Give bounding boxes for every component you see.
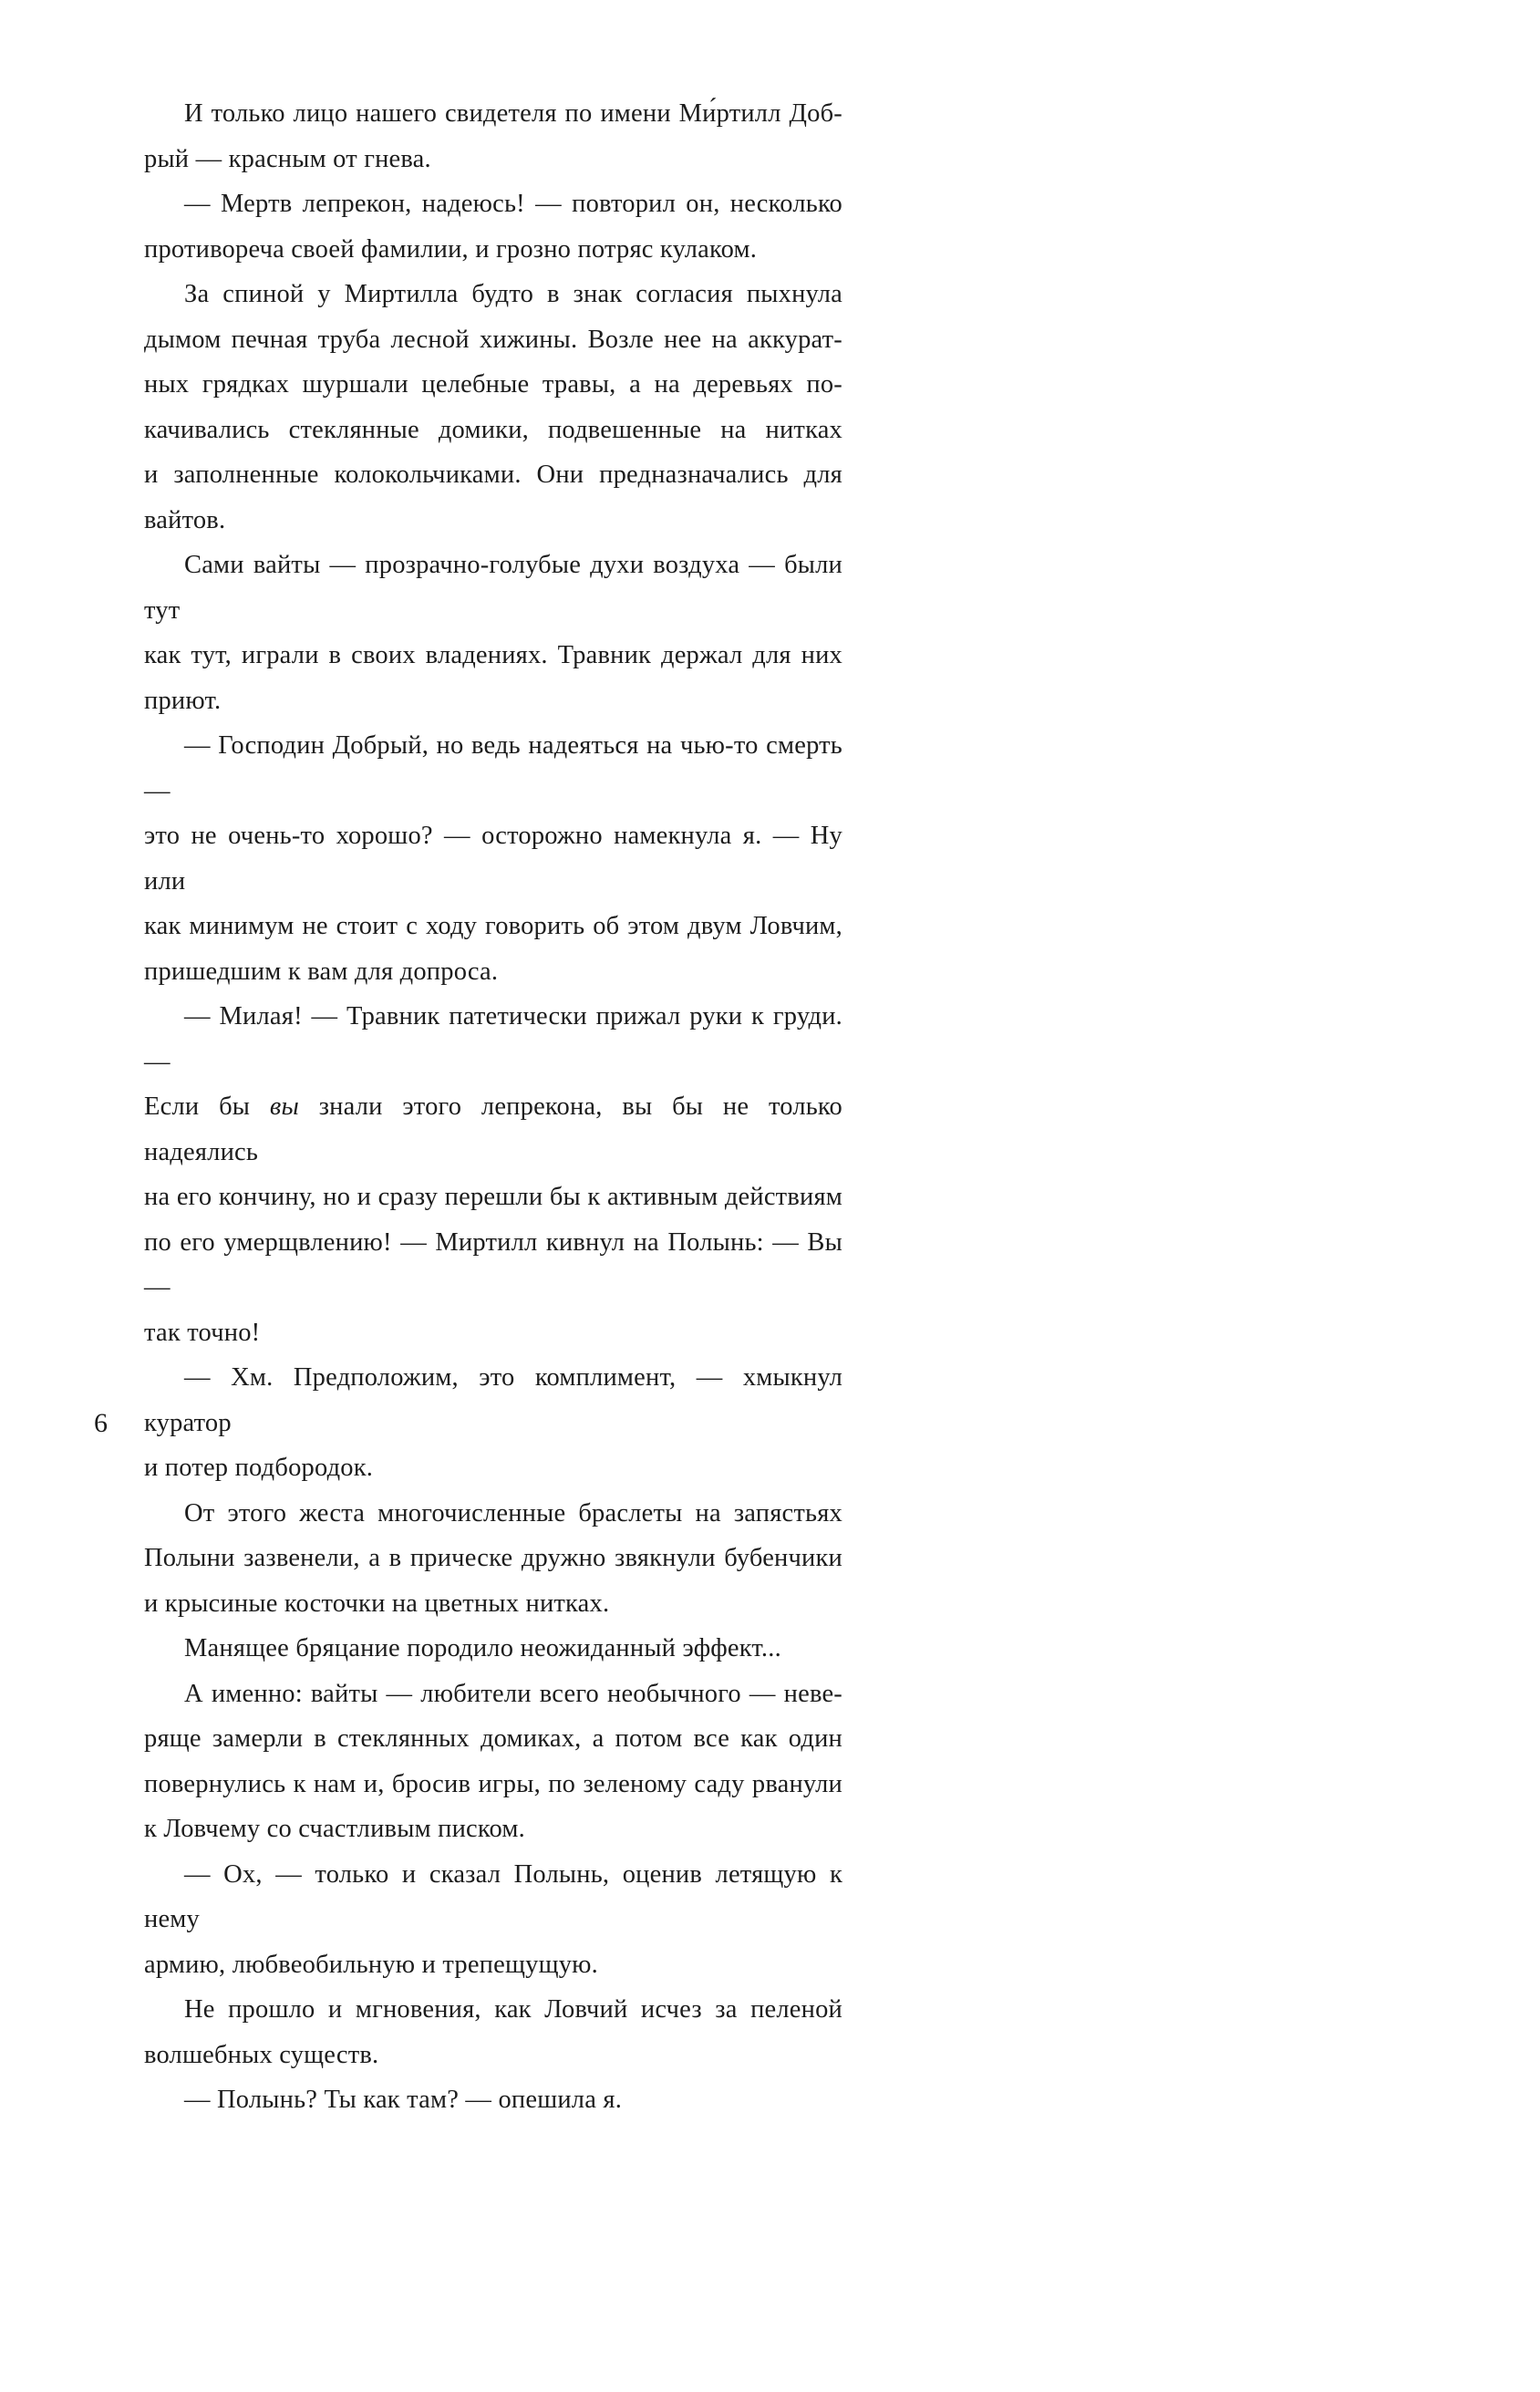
paragraph xyxy=(144,272,842,543)
text-line: И только лицо нашего свидетеля по имени Ми́ртилл Доб- xyxy=(184,99,842,128)
text-line: Не прошло и мгновения, как Ловчий исчез за пеленой xyxy=(184,1995,842,2024)
text-line: ных грядках шуршали целебные травы, а на деревьях по- xyxy=(144,370,842,399)
text-line: как тут, играли в своих владениях. Травник держал для них xyxy=(144,641,842,669)
paragraph xyxy=(144,723,842,994)
paragraph xyxy=(144,1626,842,1672)
plain-text: Если бы xyxy=(144,1092,270,1121)
text-line: — Полынь? Ты как там? — опешила я. xyxy=(184,2086,623,2114)
text-line: и потер подбородок. xyxy=(144,1454,374,1482)
paragraph xyxy=(144,1852,842,1988)
paragraph xyxy=(144,181,842,272)
text-line: волшебных существ. xyxy=(144,2040,379,2069)
text-line: вайтов. xyxy=(144,505,226,534)
paragraph xyxy=(144,1672,842,1852)
text-line: ряще замерли в стеклянных домиках, а потом все как один xyxy=(144,1724,842,1753)
text-line: — Хм. Предположим, это комплимент, — хмыкнул куратор xyxy=(144,1363,842,1437)
paragraph xyxy=(144,1355,842,1491)
text-line: Сами вайты — прозрачно-голубые духи воздуха — были тут xyxy=(144,551,842,625)
text-line: это не очень-то хорошо? — осторожно намекнула я. — Ну или xyxy=(144,822,842,896)
text-line: как минимум не стоит с ходу говорить об этом двум Ловчим, xyxy=(144,912,842,940)
text-line: пришедшим к вам для допроса. xyxy=(144,957,499,986)
text-line: приют. xyxy=(144,686,222,715)
page-number: 6 xyxy=(94,1408,108,1438)
text-line: — Мертв лепрекон, надеюсь! — повторил он, несколько xyxy=(184,190,842,218)
text-line: по его умерщвлению! — Миртилл кивнул на Полынь: — Вы — xyxy=(144,1227,842,1301)
text-line: Полыни зазвенели, а в прическе дружно звякнули бубенчики xyxy=(144,1544,842,1572)
paragraph xyxy=(144,91,842,181)
plain-text: знали этого лепрекона, вы бы не только надеялись xyxy=(144,1092,842,1166)
text-line: А именно: вайты — любители всего необычного — неве- xyxy=(184,1679,842,1708)
paragraph xyxy=(144,2077,842,2123)
paragraph xyxy=(144,543,842,723)
text-line: От этого жеста многочисленные браслеты на запястьях xyxy=(184,1498,842,1527)
text-line xyxy=(144,1084,842,1175)
text-block xyxy=(144,91,842,2123)
text-line: и заполненные колокольчиками. Они предназначались для xyxy=(144,461,842,489)
text-line: Манящее бряцание породило неожиданный эффект... xyxy=(184,1634,781,1662)
text-line: на его кончину, но и сразу перешли бы к активным действиям xyxy=(144,1183,842,1211)
text-line: — Ох, — только и сказал Полынь, оценив летящую к нему xyxy=(144,1859,842,1933)
paragraph xyxy=(144,1491,842,1627)
text-line: качивались стеклянные домики, подвешенные на нитках xyxy=(144,415,842,444)
text-line: За спиной у Миртилла будто в знак согласия пыхнула xyxy=(184,280,842,308)
text-line: армию, любвеобильную и трепещущую. xyxy=(144,1950,598,1979)
paragraph xyxy=(144,1987,842,2077)
text-line: так точно! xyxy=(144,1318,261,1347)
text-line: и крысиные косточки на цветных нитках. xyxy=(144,1589,610,1618)
text-line: — Господин Добрый, но ведь надеяться на чью-то смерть — xyxy=(144,731,842,805)
text-line: к Ловчему со счастливым писком. xyxy=(144,1815,525,1843)
text-line: дымом печная труба лесной хижины. Возле нее на аккурат- xyxy=(144,325,842,354)
text-line: — Милая! — Травник патетически прижал руки к груди. — xyxy=(144,1002,842,1076)
emphasis-text: вы xyxy=(269,1092,299,1121)
paragraph xyxy=(144,994,842,1355)
text-line: противореча своей фамилии, и грозно потряс кулаком. xyxy=(144,234,758,264)
text-line: повернулись к нам и, бросив игры, по зеленому саду рванули xyxy=(144,1769,842,1798)
text-line: рый — красным от гнева. xyxy=(144,144,431,173)
